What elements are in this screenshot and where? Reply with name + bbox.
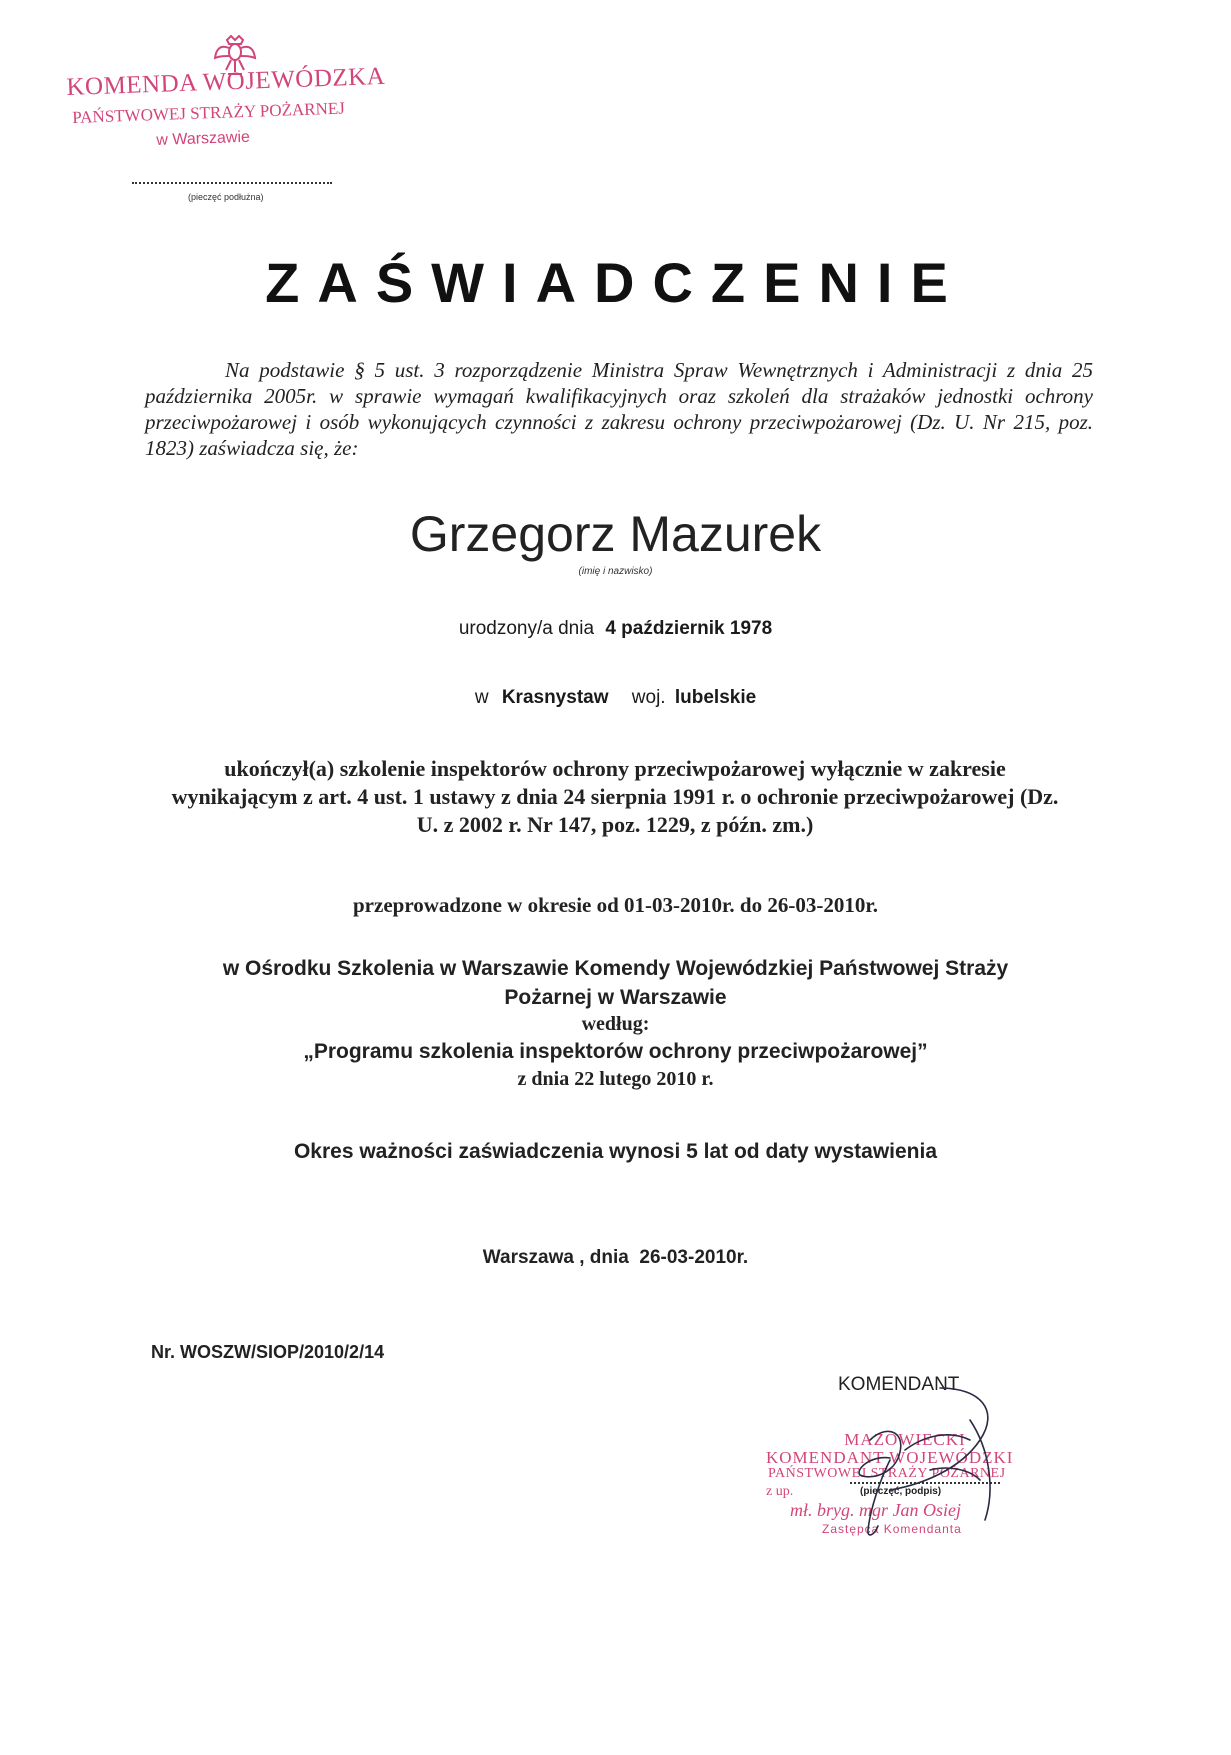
birth-place: Krasnystaw xyxy=(501,687,609,708)
document-number: Nr. WOSZW/SIOP/2010/2/14 xyxy=(151,1342,385,1362)
issue-place-date: Warszawa , dnia 26-03-2010r. xyxy=(482,1247,749,1268)
signature-title: KOMENDANT xyxy=(838,1374,960,1395)
signature-block xyxy=(760,1370,1060,1550)
province: lubelskie xyxy=(674,687,757,708)
name-caption: (imię i nazwisko) xyxy=(578,566,653,577)
program-title: „Programu szkolenia inspektorów ochrony przeciwpożarowej” xyxy=(303,1040,928,1063)
signature-zup: z up. xyxy=(766,1484,794,1499)
born-date: 4 październik 1978 xyxy=(605,618,773,639)
birth-line xyxy=(0,618,1231,640)
page-title: ZAŚWIADCZENIE xyxy=(265,251,966,314)
place-prefix: w xyxy=(474,687,489,708)
validity-statement: Okres ważności zaświadczenia wynosi 5 lat od daty wystawienia xyxy=(293,1140,938,1163)
signature-stamp-line-1: MAZOWIECKI xyxy=(844,1430,966,1449)
signature-caption: (pieczęć, podpis) xyxy=(860,1486,942,1497)
header-stamp xyxy=(60,30,420,200)
signature-stamp-line-2: KOMENDANT WOJEWÓDZKI xyxy=(766,1448,1014,1467)
stamp-line-1: KOMENDA WOJEWÓDZKA xyxy=(66,62,386,101)
stamp-caption: (pieczęć podłużna) xyxy=(188,192,264,202)
stamp-dotted-line xyxy=(132,182,332,184)
born-label: urodzony/a dnia xyxy=(458,618,595,639)
place-line xyxy=(0,687,1231,709)
stamp-line-3: w Warszawie xyxy=(156,128,251,149)
signer-role: Zastępca Komendanta xyxy=(822,1522,962,1536)
training-period: przeprowadzone w okresie od 01-03-2010r. do 26-03-2010r. xyxy=(353,893,878,917)
according-label: według: xyxy=(581,1013,650,1035)
intro-paragraph: Na podstawie § 5 ust. 3 rozporządzenie Ministra Spraw Wewnętrznych i Administracji z dnia 25 października 2005r. w sprawie wymagań kwalifikacyjnych oraz szkoleń dla strażaków jednostki ochrony przeciwpożarowej i osób wykonujących czynności z zakresu ochrony przeciwpożarowej (Dz. U. Nr 215, poz. 1823) zaświadcza się, że: xyxy=(145,358,1093,460)
signer-name: mł. bryg. mgr Jan Osiej xyxy=(790,1500,961,1520)
person-name: Grzegorz Mazurek xyxy=(409,506,822,562)
center-line-2: Pożarnej w Warszawie xyxy=(504,986,727,1009)
handwritten-signature-icon xyxy=(830,1380,1030,1540)
province-label: woj. xyxy=(631,687,666,708)
center-line-1: w Ośrodku Szkolenia w Warszawie Komendy Wojewódzkiej Państwowej Straży xyxy=(222,957,1009,980)
completion-paragraph: ukończył(a) szkolenie inspektorów ochrony przeciwpożarowej wyłącznie w zakresie wynikającym z art. 4 ust. 1 ustawy z dnia 24 sierpnia 1991 r. o ochronie przeciwpożarowej (Dz. U. z 2002 r. Nr 147, poz. 1229, z późn. zm.) xyxy=(171,756,1059,837)
program-date: z dnia 22 lutego 2010 r. xyxy=(517,1068,714,1090)
stamp-line-2: PAŃSTWOWEJ STRAŻY POŻARNEJ xyxy=(72,98,346,127)
signature-stamp-line-3: PAŃSTWOWEJ STRAŻY POŻARNEJ xyxy=(768,1466,1006,1481)
